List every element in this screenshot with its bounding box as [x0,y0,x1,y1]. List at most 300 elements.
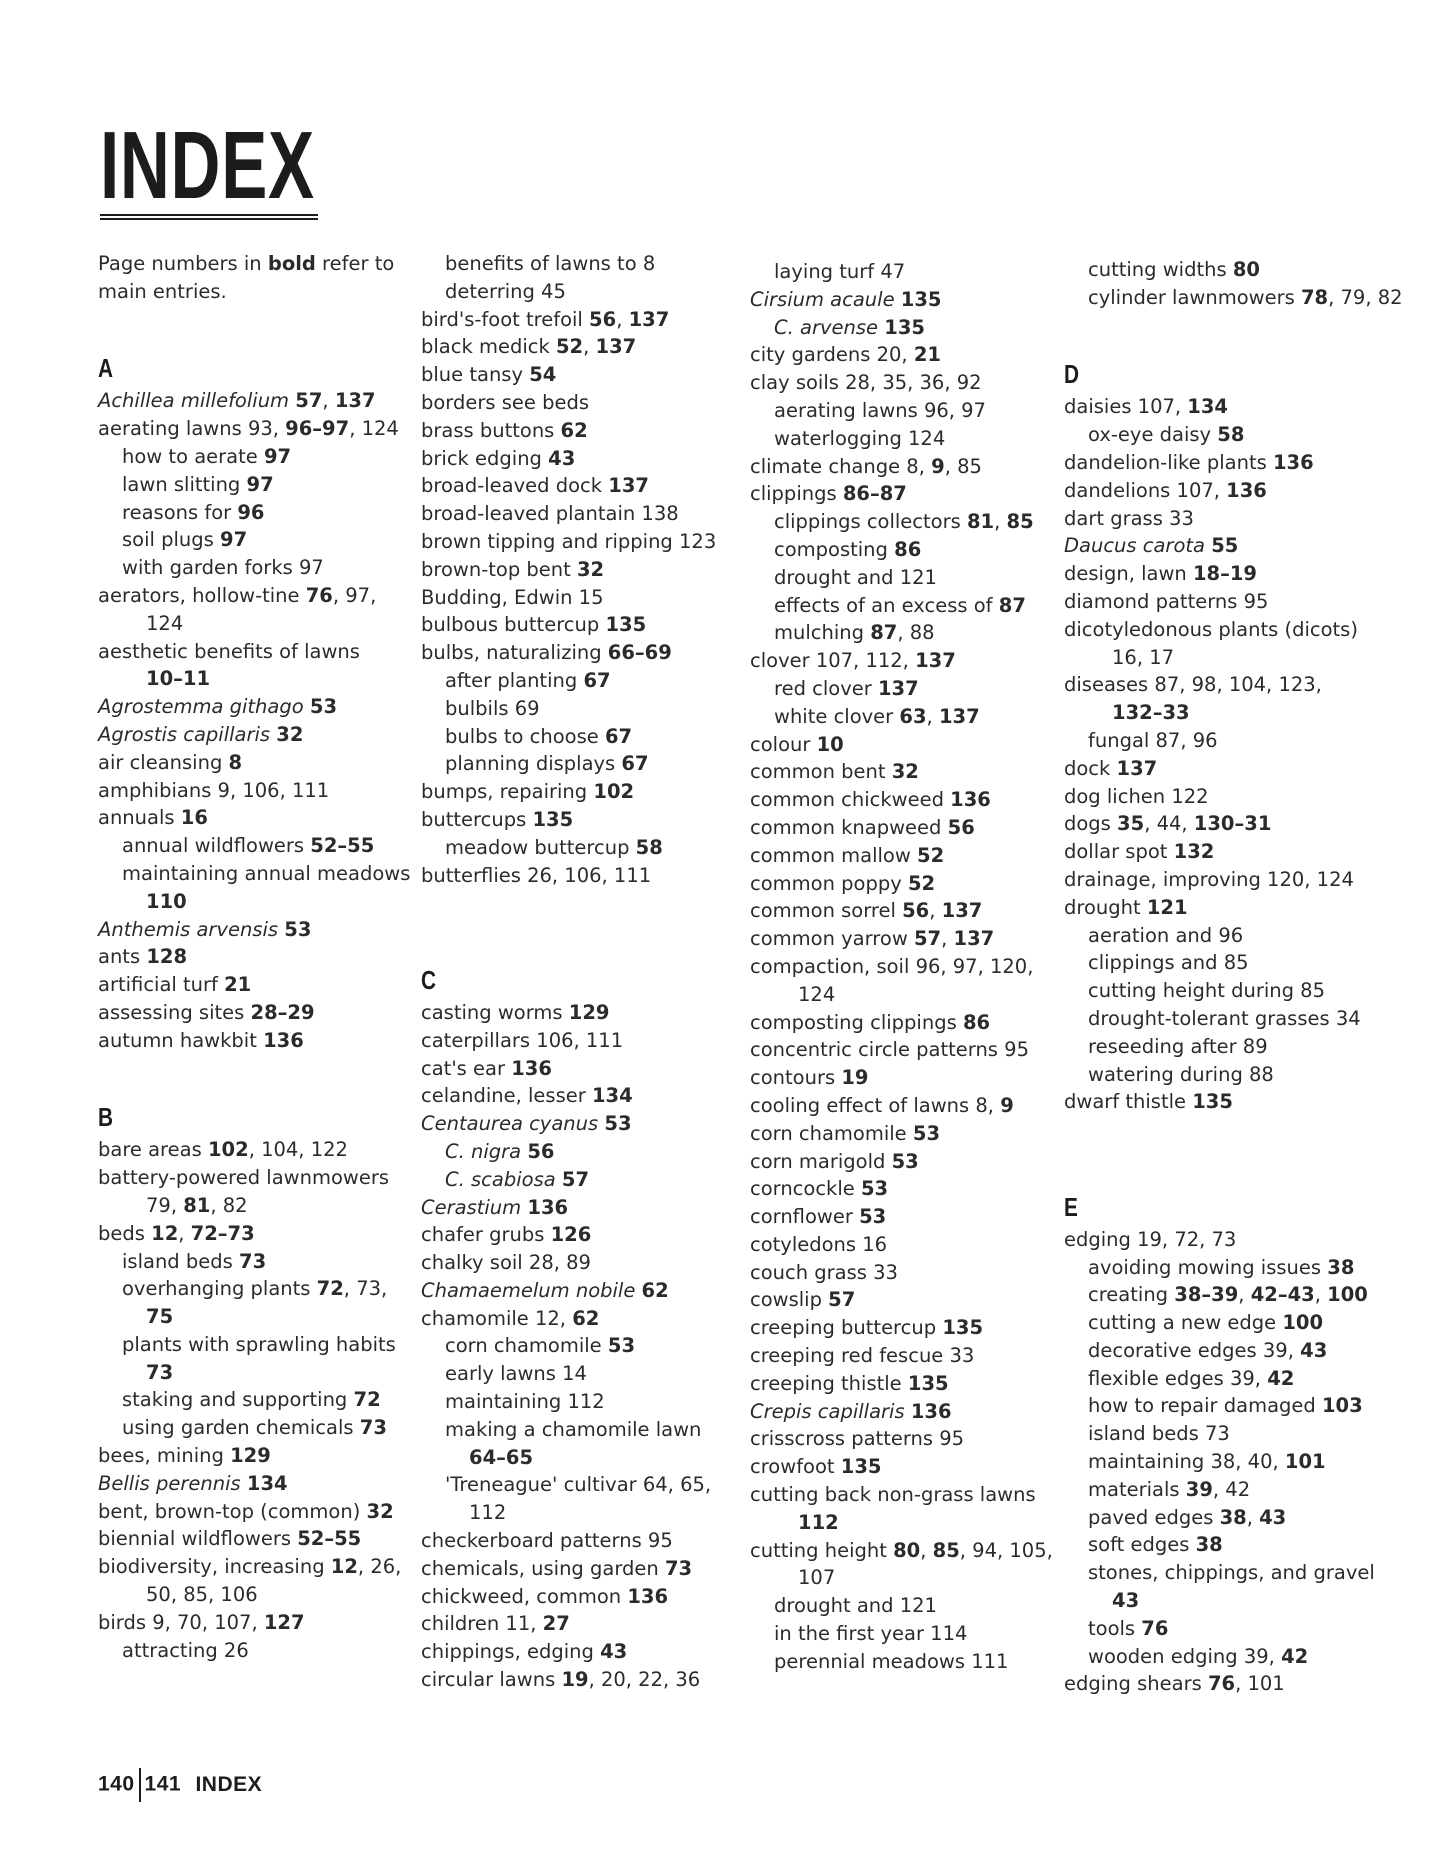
entry-text: corncockle [750,1177,861,1201]
main-page-ref: 57 [561,1167,590,1191]
index-entry [750,731,1070,759]
main-page-ref: 132–33 [1112,701,1190,725]
entry-text: , 79, 82 [1328,285,1403,309]
index-entry [421,1666,741,1694]
index-entry [750,981,1070,1009]
main-page-ref: 52–55 [310,834,375,858]
main-page-ref: 35 [1117,812,1145,836]
entry-text: , [941,927,954,951]
entry-text: beds [98,1221,152,1245]
entry-text: attracting 26 [122,1638,249,1662]
main-page-ref: 38–39 [1174,1283,1239,1307]
entry-text: , 101 [1235,1672,1285,1696]
entry-text: decorative edges 39, [1088,1338,1301,1362]
main-page-ref: 132 [1173,840,1215,864]
main-page-ref: 137 [941,899,983,923]
main-page-ref: 76 [1207,1672,1236,1696]
entry-text: cat's ear [421,1056,512,1080]
entry-text: 107 [798,1566,836,1590]
index-entry [421,806,741,834]
entry-text: wooden edging 39, [1088,1644,1282,1668]
main-page-ref: 16 [180,806,208,830]
entry-text: dollar spot [1064,840,1174,864]
main-page-ref: 135 [840,1455,882,1479]
entry-text: diamond patterns 95 [1064,589,1269,613]
entry-text: assessing sites [98,1000,251,1024]
index-entry [1064,866,1384,894]
index-entry [98,1609,418,1637]
entry-text: , [1238,1283,1251,1307]
entry-text: reseeding after 89 [1088,1034,1268,1058]
main-page-ref: 18–19 [1192,562,1257,586]
main-page-ref: 96 [237,500,265,524]
index-entry [421,1082,741,1110]
index-subentry [98,1331,418,1359]
entry-text: , [583,335,596,359]
entry-text: paved edges [1088,1505,1220,1529]
entry-text: circular lawns [421,1668,562,1692]
entry-text: common bent [750,760,892,784]
entry-text: cotyledons 16 [750,1232,888,1256]
entry-text: bulbous buttercup [421,613,606,637]
main-page-ref: 56 [902,899,930,923]
botanical-name: Daucus carota [1064,534,1205,558]
entry-text: brick edging [421,446,549,470]
index-entry [1064,783,1384,811]
entry-text: black medick [421,335,556,359]
index-entry [750,897,1070,925]
index-subentry [98,1275,418,1303]
entry-text: common sorrel [750,899,903,923]
index-entry [98,888,418,916]
index-subentry [1064,949,1384,977]
index-entry [1064,588,1384,616]
index-subentry [1064,1254,1384,1282]
entry-text: 'Treneague' cultivar 64, 65, [445,1473,712,1497]
entry-text: , 82 [210,1193,248,1217]
entry-text: aeration and 96 [1088,923,1244,947]
main-page-ref: 52 [917,843,945,867]
main-page-ref: 32 [891,760,919,784]
entry-text: daisies 107, [1064,395,1188,419]
main-page-ref: 38 [1219,1505,1247,1529]
index-entry [750,480,1070,508]
entry-text: , 97, [332,583,377,607]
entry-text: cutting back non-grass lawns [750,1483,1036,1507]
main-page-ref: 57 [913,927,942,951]
entry-text: chalky soil 28, 89 [421,1251,591,1275]
main-page-ref: 97 [263,444,292,468]
index-entry [421,611,741,639]
entry-text: brown tipping and ripping 123 [421,529,717,553]
main-page-ref: 97 [246,472,274,496]
index-subentry [750,1620,1070,1648]
entry-text: cutting height during 85 [1088,979,1325,1003]
entry-text: reasons for [122,500,238,524]
index-entry [421,862,741,890]
main-page-ref: 137 [595,335,637,359]
entry-text: drought and 121 [774,1594,937,1618]
index-entry [1064,644,1384,672]
main-page-ref: 81 [966,510,995,534]
entry-text: overhanging plants [122,1277,317,1301]
main-page-ref: 28–29 [250,1000,315,1024]
main-page-ref: 43 [600,1640,628,1664]
index-subentry [1064,1281,1384,1309]
entry-text: colour [750,732,817,756]
entry-text: design, lawn [1064,562,1193,586]
main-page-ref: 135 [605,613,647,637]
entry-text: , 94, 105, [959,1538,1053,1562]
main-page-ref: 62 [560,418,588,442]
index-subentry [750,1648,1070,1676]
entry-text: dock [1064,756,1117,780]
entry-text: laying turf 47 [774,260,906,283]
entry-text: biennial wildflowers [98,1527,298,1551]
folio-label: INDEX [195,1772,263,1796]
main-page-ref: 56 [527,1139,555,1163]
main-page-ref: 53 [604,1112,632,1136]
index-entry [1064,838,1384,866]
main-page-ref: 72 [316,1277,344,1301]
main-page-ref: 53 [607,1334,636,1358]
main-page-ref: 136 [263,1028,304,1052]
index-subentry [1064,256,1384,284]
index-entry [750,758,1070,786]
entry-text: using garden chemicals [122,1416,360,1440]
entry-text: checkerboard patterns 95 [421,1529,673,1553]
main-page-ref: 56 [589,307,617,331]
botanical-name: C. arvense [774,315,879,339]
main-page-ref: 32 [366,1499,394,1523]
entry-text: creeping buttercup [750,1316,943,1340]
entry-text: couch grass 33 [750,1260,898,1284]
index-entry [421,584,741,612]
botanical-name: Chamaemelum nobile [421,1278,636,1302]
index-entry [421,639,741,667]
main-page-ref: 10–11 [146,667,211,691]
index-entry [750,1537,1070,1565]
entry-text: benefits of lawns to 8 [445,252,656,275]
main-page-ref: 136 [511,1056,552,1080]
index-entry [98,1136,418,1164]
entry-text: air cleansing [98,750,229,774]
entry-text: chippings, edging [421,1640,601,1664]
main-page-ref: 137 [953,927,995,951]
entry-text: how to repair damaged [1088,1394,1322,1418]
main-page-ref: 43 [1300,1338,1328,1362]
main-page-ref: 57 [828,1288,856,1312]
section-letter: E [1064,1191,1078,1222]
entry-text: common mallow [750,843,917,867]
main-page-ref: 86 [894,537,922,561]
index-entry [750,1425,1070,1453]
index-entry [750,647,1070,675]
section-letter: D [1064,359,1080,390]
index-subentry [1064,1392,1384,1420]
index-subentry [1064,922,1384,950]
entry-text: dogs [1064,812,1118,836]
index-entry [421,1444,741,1472]
entry-text: early lawns 14 [445,1362,587,1386]
main-page-ref: 121 [1146,895,1188,919]
main-page-ref: 97 [220,528,248,552]
entry-text: dart grass 33 [1064,506,1194,530]
main-page-ref: 53 [859,1205,887,1229]
index-entry [421,1027,741,1055]
entry-text: , 124 [349,417,399,441]
index-entry [750,1231,1070,1259]
entry-text: materials [1088,1477,1186,1501]
main-page-ref: 137 [915,649,956,673]
entry-text: butterflies 26, 106, 111 [421,863,652,887]
entry-text: artificial turf [98,973,225,997]
index-entry [421,1221,741,1249]
entry-text: island beds [122,1249,239,1273]
index-entry [421,1583,741,1611]
entry-text: , 88 [897,621,935,645]
index-entry [750,1175,1070,1203]
index-entry [98,1192,418,1220]
botanical-name: Cerastium [421,1195,522,1219]
main-page-ref: 129 [230,1444,271,1468]
index-subentry [750,1592,1070,1620]
main-page-ref: 52 [555,335,584,359]
entry-text: 50, 85, 106 [146,1583,258,1607]
index-entry [98,665,418,693]
entry-text: cornflower [750,1205,860,1229]
index-subentry [1064,1531,1384,1559]
main-page-ref: 55 [1211,534,1239,558]
main-page-ref: 100 [1282,1311,1324,1335]
entry-text: broad-leaved dock [421,474,609,498]
index-subentry [98,832,418,860]
index-entry [421,1610,741,1638]
index-entry [750,1509,1070,1537]
entry-text: in the first year 114 [774,1622,968,1646]
main-page-ref: 137 [938,704,980,728]
entry-text: drainage, improving 120, 124 [1064,867,1354,891]
index-subentry [1064,421,1384,449]
entry-text: ants [98,945,147,969]
index-subentry [1064,1365,1384,1393]
index-entry [421,500,741,528]
index-entry [1064,532,1384,560]
index-column-2 [421,250,741,1694]
index-entry [1064,1088,1384,1116]
entry-text: crisscross patterns 95 [750,1427,965,1451]
intro-bold-word: bold [267,252,316,275]
entry-text: common poppy [750,871,908,895]
index-entry [1064,755,1384,783]
index-entry [421,1638,741,1666]
index-subentry [1064,1309,1384,1337]
main-page-ref: 58 [1217,423,1245,447]
index-entry [98,1164,418,1192]
index-entry [421,999,741,1027]
index-entry [1064,1226,1384,1254]
main-page-ref: 43 [1259,1505,1287,1529]
botanical-name: Cirsium acaule [750,287,895,311]
main-page-ref: 38 [1195,1533,1223,1557]
entry-text: perennial meadows 111 [774,1649,1009,1673]
index-entry [421,306,741,334]
entry-text: dicotyledonous plants (dicots) [1064,617,1358,641]
entry-text: 112 [469,1501,507,1525]
index-entry [98,1581,418,1609]
index-subentry [421,667,741,695]
index-entry [1064,699,1384,727]
main-page-ref: 42 [1267,1366,1295,1390]
main-page-ref: 66–69 [607,641,672,665]
main-page-ref: 87 [998,593,1026,617]
entry-text: cutting height [750,1538,894,1562]
entry-text: white clover [774,704,900,728]
entry-text: celandine, lesser [421,1084,592,1108]
index-entry [421,1194,741,1222]
entry-text: brass buttons [421,418,561,442]
main-page-ref: 85 [1006,510,1034,534]
main-page-ref: 134 [246,1471,288,1495]
index-entry [421,389,741,417]
entry-text: edging 19, 72, 73 [1064,1227,1237,1251]
index-entry [750,1148,1070,1176]
main-page-ref: 135 [907,1371,949,1395]
entry-text: staking and supporting [122,1388,354,1412]
main-page-ref: 42–43 [1250,1283,1315,1307]
entry-text: cutting a new edge [1088,1311,1283,1335]
index-entry [750,453,1070,481]
entry-text: climate change 8, [750,454,932,478]
intro-text: refer to [315,252,395,275]
index-entry [98,415,418,443]
main-page-ref: 73 [146,1360,174,1384]
entry-text: casting worms [421,1000,569,1024]
entry-text: 16, 17 [1112,645,1175,669]
botanical-name: Crepis capillaris [750,1399,905,1423]
botanical-name: Centaurea cyanus [421,1112,599,1136]
main-page-ref: 135 [532,807,574,831]
index-subentry [750,314,1070,342]
entry-text: Budding, Edwin 15 [421,585,604,609]
botanical-name: Agrostemma githago [98,695,304,719]
index-subentry [750,675,1070,703]
entry-text: bulbils 69 [445,696,540,720]
index-entry [421,1305,741,1333]
main-page-ref: 73 [239,1249,267,1273]
botanical-name: Achillea millefolium [98,389,290,413]
index-entry [750,1398,1070,1426]
index-subentry [98,860,418,888]
entry-text: , 85 [944,454,982,478]
index-entry [750,1314,1070,1342]
section-spacer [1064,1116,1384,1144]
index-entry [750,814,1070,842]
main-page-ref: 76 [305,583,333,607]
index-entry [750,1203,1070,1231]
entry-text: annuals [98,806,181,830]
index-subentry [421,1416,741,1444]
index-subentry [98,1386,418,1414]
entry-text: clay soils 28, 35, 36, 92 [750,371,982,395]
entry-text: mulching [774,621,871,645]
entry-text: drought-tolerant grasses 34 [1088,1006,1361,1030]
main-page-ref: 19 [561,1668,589,1692]
index-entry [750,953,1070,981]
index-entry [750,1120,1070,1148]
entry-text: cutting widths [1088,258,1233,281]
index-entry [98,916,418,944]
main-page-ref: 130–31 [1193,812,1272,836]
entry-text: cooling effect of lawns 8, [750,1093,1001,1117]
index-subentry [750,592,1070,620]
main-page-ref: 102 [593,780,635,804]
entry-text: battery-powered lawnmowers [98,1166,390,1190]
section-spacer [98,1055,418,1083]
main-page-ref: 72 [353,1388,381,1412]
main-page-ref: 54 [529,363,557,387]
section-letter: A [98,353,114,384]
index-subentry [421,278,741,306]
entry-text: contours [750,1066,842,1090]
main-page-ref: 136 [910,1399,952,1423]
entry-text: , 104, 122 [248,1138,348,1162]
main-page-ref: 85 [932,1538,960,1562]
main-page-ref: 32 [576,557,605,581]
main-page-ref: 112 [798,1510,839,1534]
index-entry [421,472,741,500]
main-page-ref: 19 [841,1066,869,1090]
index-subentry [98,443,418,471]
entry-text: soft edges [1088,1533,1196,1557]
main-page-ref: 136 [1226,478,1267,502]
main-page-ref: 53 [309,695,338,719]
main-page-ref: 73 [664,1556,693,1580]
main-page-ref: 67 [604,724,633,748]
main-page-ref: 110 [146,889,187,913]
entry-text: drought [1064,895,1147,919]
botanical-name: Bellis perennis [98,1471,241,1495]
index-subentry [421,1138,741,1166]
entry-text: broad-leaved plantain 138 [421,502,679,526]
entry-text: creeping thistle [750,1371,908,1395]
main-page-ref: 42 [1281,1644,1309,1668]
index-entry [1064,393,1384,421]
index-subentry [1064,1033,1384,1061]
page-folio [98,1768,262,1802]
entry-text: autumn hawkbit [98,1028,264,1052]
section-spacer [1064,312,1384,340]
index-subentry [1064,1061,1384,1089]
main-page-ref: 53 [860,1177,889,1201]
main-page-ref: 62 [572,1306,600,1330]
section-letter: B [98,1102,114,1133]
entry-text: bird's-foot trefoil [421,307,590,331]
intro-text: Page numbers in [98,252,268,275]
main-page-ref: 134 [1187,395,1229,419]
botanical-name: C. scabiosa [445,1167,556,1191]
index-subentry [98,554,418,582]
index-entry [1064,1587,1384,1615]
entry-text: crowfoot [750,1455,841,1479]
index-entry [421,1555,741,1583]
main-page-ref: 73 [359,1416,387,1440]
index-subentry [750,564,1070,592]
entry-text: maintaining annual meadows [122,861,411,885]
main-page-ref: 103 [1321,1394,1363,1418]
entry-text: buttercups [421,807,533,831]
entry-text: , 42 [1212,1477,1251,1501]
